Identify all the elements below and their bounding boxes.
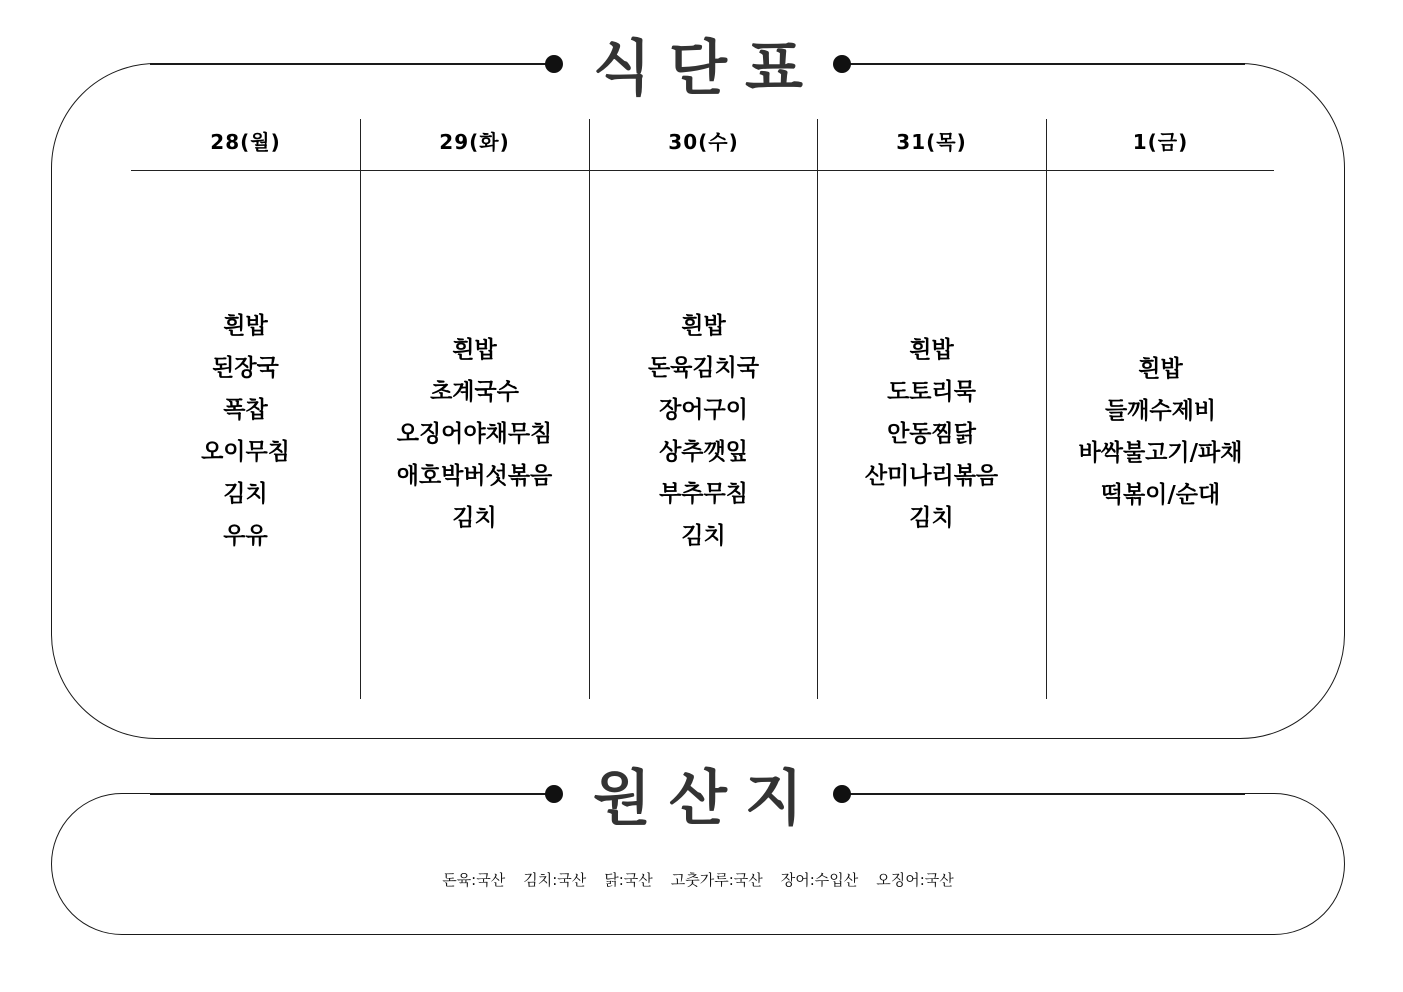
day-column-tue xyxy=(360,119,589,699)
dish-item: 돈육김치국 xyxy=(647,355,760,381)
dish-item: 흰밥 xyxy=(223,313,268,339)
dish-item: 우유 xyxy=(223,523,268,549)
dish-item: 폭찹 xyxy=(223,397,268,423)
origin-item: 고춧가루:국산 xyxy=(670,870,763,889)
dish-item: 안동찜닭 xyxy=(887,421,976,447)
origin-title: 원산지 xyxy=(554,749,842,839)
title-dot-right xyxy=(833,55,851,73)
dish-list xyxy=(1046,348,1275,516)
origin-list xyxy=(51,866,1345,892)
menu-title: 식단표 xyxy=(554,19,842,109)
dish-item: 흰밥 xyxy=(909,337,954,363)
title-rule-right xyxy=(842,793,1245,795)
dish-item: 김치 xyxy=(681,523,726,549)
title-rule-left xyxy=(150,793,554,795)
day-header: 1(금) xyxy=(1132,130,1189,154)
day-header: 31(목) xyxy=(896,130,967,154)
origin-item: 김치:국산 xyxy=(523,870,587,889)
dish-list xyxy=(131,305,360,557)
title-rule-right xyxy=(842,63,1245,65)
dish-item: 김치 xyxy=(452,505,497,531)
day-header: 29(화) xyxy=(439,130,510,154)
dish-list xyxy=(589,305,818,557)
day-header: 30(수) xyxy=(668,130,739,154)
day-column-mon xyxy=(131,119,360,699)
dish-item: 흰밥 xyxy=(1138,356,1183,382)
dish-list xyxy=(360,329,589,539)
dish-item: 상추깻잎 xyxy=(659,439,748,465)
dish-item: 바싹불고기/파채 xyxy=(1078,440,1243,466)
dish-item: 산미나리볶음 xyxy=(864,463,999,489)
day-column-thu xyxy=(817,119,1046,699)
day-column-wed xyxy=(589,119,818,699)
title-dot-right xyxy=(833,785,851,803)
title-rule-left xyxy=(150,63,554,65)
origin-item: 닭:국산 xyxy=(604,870,653,889)
dish-item: 오이무침 xyxy=(201,439,290,465)
day-header: 28(월) xyxy=(210,130,281,154)
origin-item: 돈육:국산 xyxy=(442,870,506,889)
dish-item: 부추무침 xyxy=(659,481,748,507)
dish-item: 흰밥 xyxy=(452,337,497,363)
menu-title-band xyxy=(0,19,1403,109)
dish-item: 김치 xyxy=(223,481,268,507)
origin-title-band xyxy=(0,749,1403,839)
dish-item: 흰밥 xyxy=(681,313,726,339)
dish-item: 떡볶이/순대 xyxy=(1100,482,1221,508)
dish-item: 김치 xyxy=(909,505,954,531)
dish-item: 오징어야채무침 xyxy=(396,421,553,447)
dish-item: 도토리묵 xyxy=(887,379,976,405)
dish-item: 장어구이 xyxy=(659,397,748,423)
dish-item: 애호박버섯볶음 xyxy=(396,463,553,489)
origin-item: 장어:수입산 xyxy=(780,870,859,889)
dish-list xyxy=(817,329,1046,539)
dish-item: 들깨수제비 xyxy=(1104,398,1217,424)
title-dot-left xyxy=(545,785,563,803)
dish-item: 초계국수 xyxy=(430,379,519,405)
day-column-fri xyxy=(1046,119,1275,699)
dish-item: 된장국 xyxy=(212,355,279,381)
title-dot-left xyxy=(545,55,563,73)
origin-item: 오징어:국산 xyxy=(876,870,954,889)
